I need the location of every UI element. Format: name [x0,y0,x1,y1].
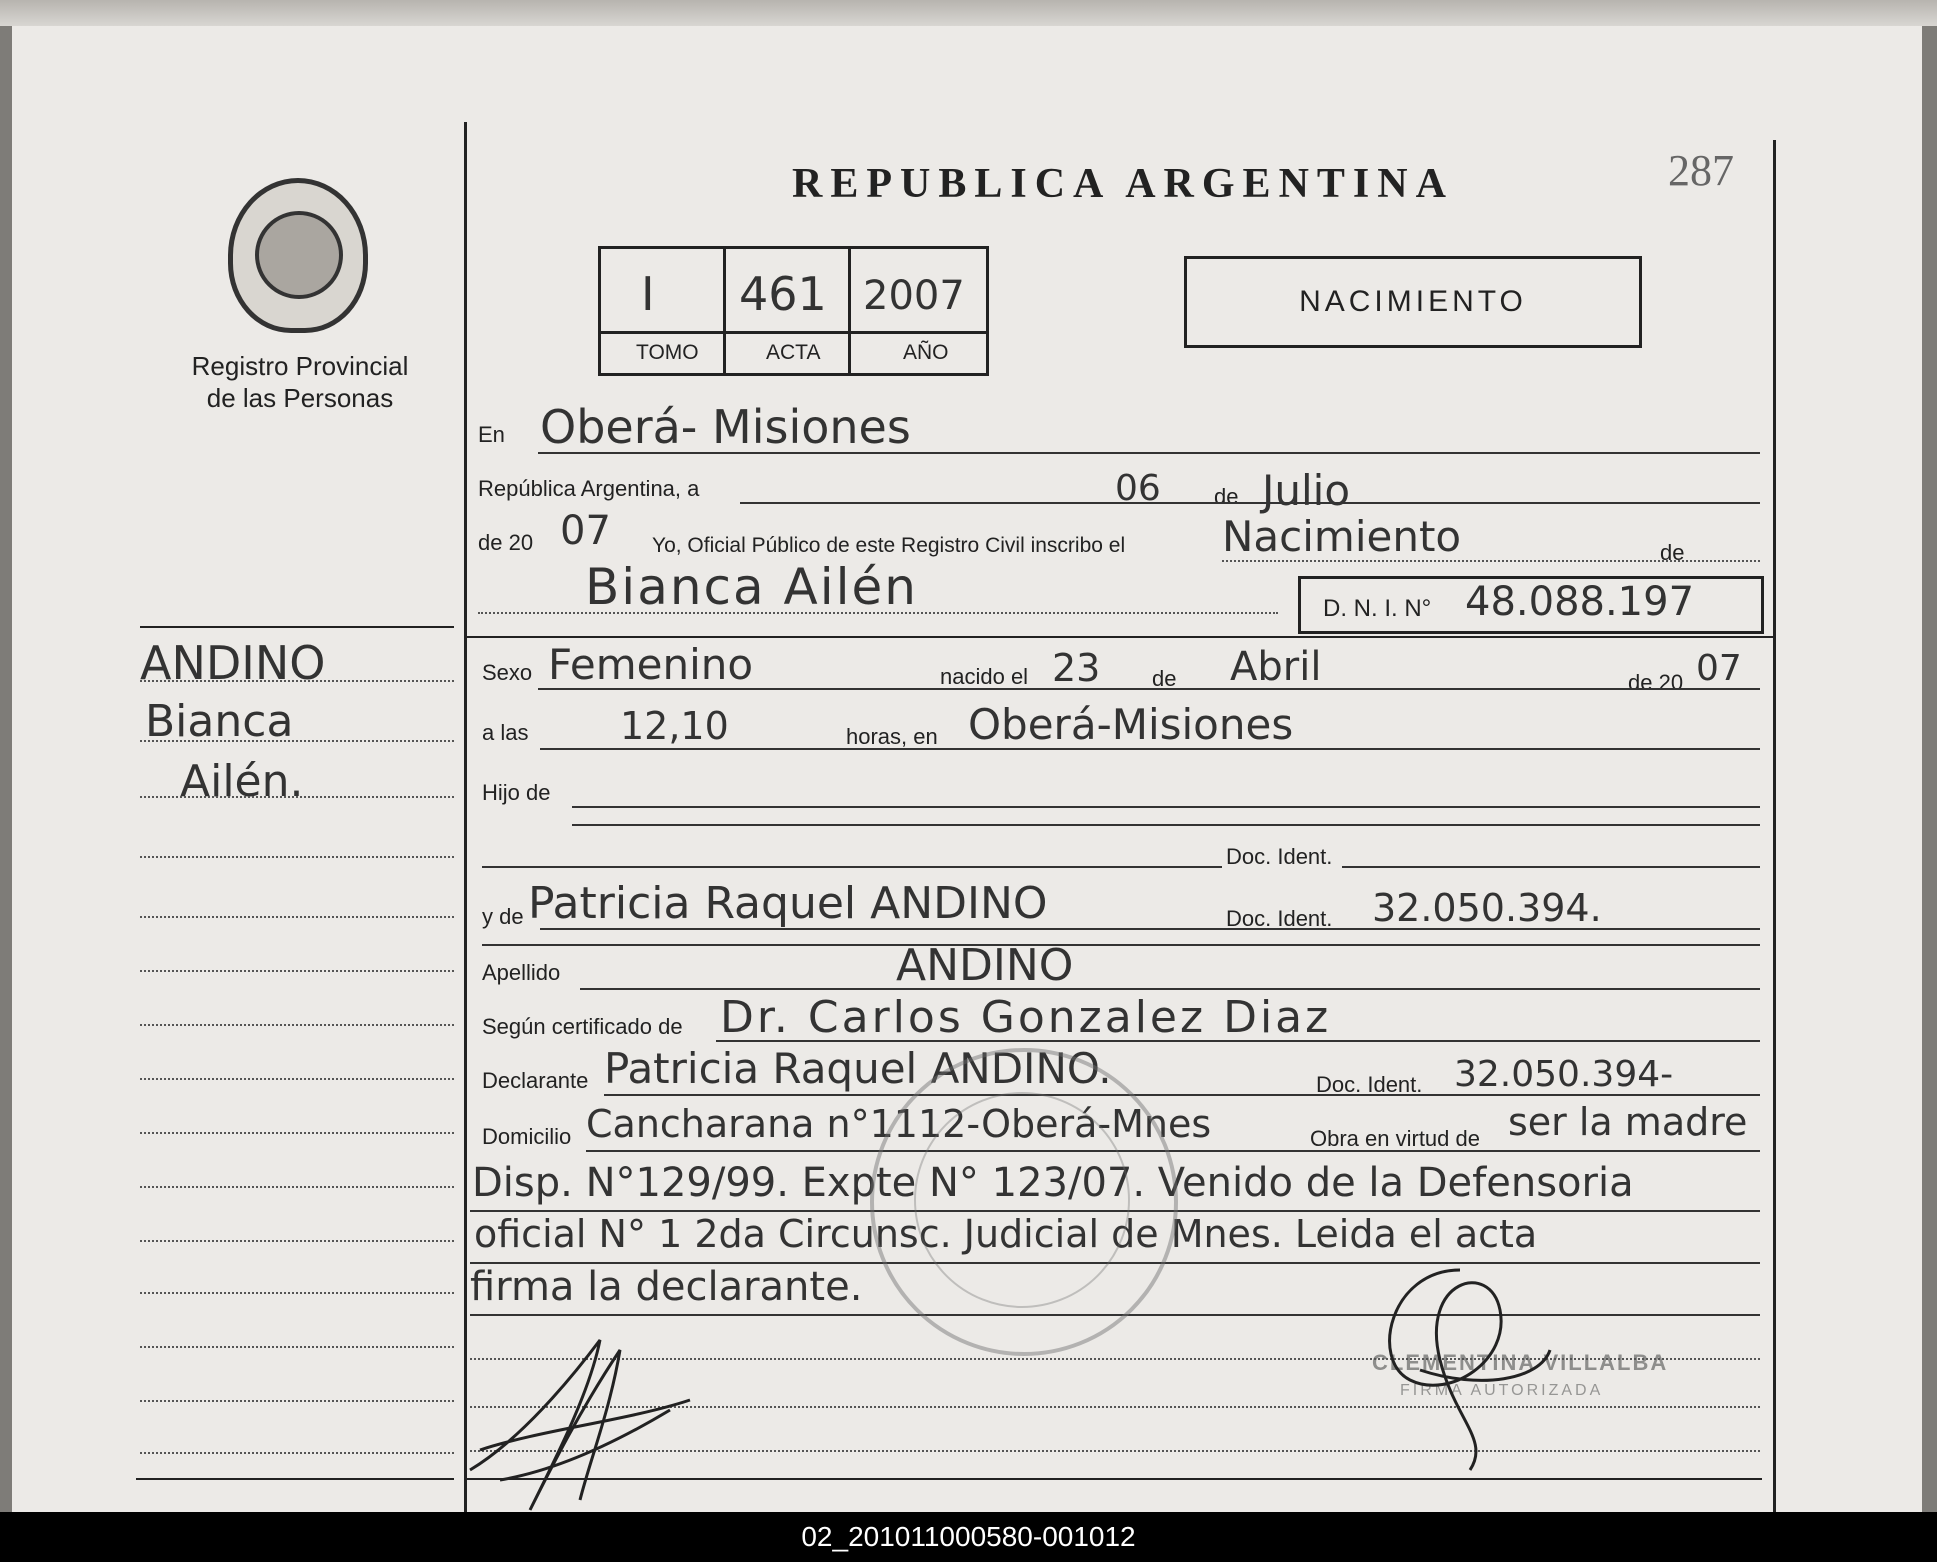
margin-dotline [140,1186,454,1188]
margin-dotline [140,916,454,918]
en-value: Oberá- Misiones [540,400,911,454]
margin-surname: ANDINO [140,636,326,690]
declarante-doc-value: 32.050.394- [1454,1054,1674,1095]
note-line-1: Disp. N°129/99. Expte N° 123/07. Venido de la Defensoria [472,1160,1634,1206]
inscribo-line [1222,560,1760,562]
mother-name-value: Patricia Raquel ANDINO [528,878,1048,929]
hora-line [540,748,1760,750]
domicilio-value: Cancharana n°1112-Oberá-Mnes [586,1102,1212,1146]
file-id-bar: 02_201011000580-001012 [0,1512,1937,1562]
de20-label-2: de 20 [1628,670,1684,695]
mother-doc-value: 32.050.394. [1372,886,1602,930]
father-line [482,866,1222,868]
acta-value: 461 [739,267,827,321]
segun-value: Dr. Carlos Gonzalez Diaz [720,992,1332,1043]
officer-signature [1360,1250,1560,1480]
margin-dotline [140,1346,454,1348]
segun-label: Según certificado de [482,1014,683,1039]
declarante-doc-label: Doc. Ident. [1316,1072,1423,1097]
day-value: 06 [1115,468,1161,509]
apellido-value: ANDINO [896,940,1074,991]
registry-line2: de las Personas [206,383,394,413]
note-line-2: oficial N° 1 2da Circunsc. Judicial de Mnes. Leida el acta [474,1212,1538,1256]
margin-dotline [140,1078,454,1080]
domicilio-label: Domicilio [482,1124,572,1149]
margin-dotline [140,1400,454,1402]
year-value: 07 [560,508,611,554]
date-line [740,502,1760,504]
margin-divider [464,122,467,1512]
country-title: REPUBLICA ARGENTINA [792,161,1454,207]
crest-emblem [255,211,343,299]
margin-dotline [140,740,454,742]
sexo-label: Sexo [482,660,533,685]
birth-place-value: Oberá-Misiones [968,700,1294,749]
de-label-3: de [1152,666,1177,691]
dni-label: D. N. I. N° [1323,595,1432,622]
officer-stamp-name: CLEMENTINA VILLALBA [1372,1350,1669,1375]
apellido-label: Apellido [482,960,561,985]
de20-label: de 20 [478,530,534,555]
tomo-value: I [641,267,655,321]
hijo-label: Hijo de [482,780,551,805]
margin-firstname: Bianca [145,696,294,747]
margin-dotline [140,970,454,972]
declarante-line [604,1094,1760,1096]
right-border [1773,140,1776,1512]
dni-box [1298,576,1764,634]
inscribo-value: Nacimiento [1222,512,1462,561]
margin-dotline [140,1024,454,1026]
father-doc-label: Doc. Ident. [1226,844,1333,869]
section-rule [464,636,1774,638]
hijo-line-2 [572,824,1760,826]
y-de-label: y de [482,904,524,929]
de-label: de [1214,484,1239,509]
a-las-label: a las [482,720,529,745]
box-divider [601,331,986,334]
mother-doc-label: Doc. Ident. [1226,906,1333,931]
republica-label: República Argentina, a [478,476,700,501]
sexo-line [538,688,1760,690]
yo-label: Yo, Oficial Público de este Registro Civil inscribo el [652,534,1126,557]
note-line-3: firma la declarante. [470,1264,863,1310]
father-doc-line [1342,866,1760,868]
name-line [478,612,1278,614]
margin-dotline [140,1240,454,1242]
declarante-value: Patricia Raquel ANDINO. [604,1044,1112,1093]
margin-bottom-rule [136,1478,454,1480]
record-type-box [1184,256,1642,348]
hour-value: 12,10 [620,704,729,748]
margin-dotline [140,680,454,682]
de-label-2: de [1660,540,1685,565]
birth-year-value: 07 [1696,648,1742,689]
anio-label: AÑO [903,341,949,364]
official-seal-stamp [870,1048,1178,1356]
officer-stamp-role: FIRMA AUTORIZADA [1400,1382,1604,1399]
declarante-label: Declarante [482,1068,589,1093]
registry-line1: Registro Provincial [191,351,409,381]
page-fold [0,0,1937,26]
month-value: Julio [1262,466,1351,515]
province-crest-icon [228,178,368,333]
obra-value: ser la madre [1508,1100,1748,1144]
margin-middlename: Ailén. [180,756,304,807]
record-type-label: NACIMIENTO [1299,285,1527,318]
dni-value: 48.088.197 [1465,579,1695,625]
horas-label: horas, en [846,724,938,749]
declarant-signature [460,1320,700,1520]
margin-dotline [140,1292,454,1294]
segun-line [716,1040,1760,1042]
obra-label: Obra en virtud de [1310,1126,1480,1151]
nacido-label: nacido el [940,664,1029,689]
hijo-line [572,806,1760,808]
en-label: En [478,422,505,447]
margin-top-rule [140,626,454,628]
mother-line [540,928,1760,930]
acta-label: ACTA [766,341,821,364]
sexo-value: Femenino [548,640,754,689]
registry-name [150,350,450,414]
margin-dotline [140,1452,454,1454]
birth-day-value: 23 [1052,646,1101,690]
margin-dotline [140,856,454,858]
page-number: 287 [1668,146,1734,195]
apellido-line [580,988,1760,990]
domicilio-line [586,1150,1760,1152]
en-line [538,452,1760,454]
margin-dotline [140,796,454,798]
anio-value: 2007 [863,273,965,319]
record-number-box [598,246,989,376]
margin-dotline [140,1132,454,1134]
child-name-value: Bianca Ailén [585,558,918,616]
birth-month-value: Abril [1230,644,1322,690]
seal-inner-ring [914,1092,1130,1308]
tomo-label: TOMO [636,341,699,364]
mother-line-2 [482,944,1760,946]
